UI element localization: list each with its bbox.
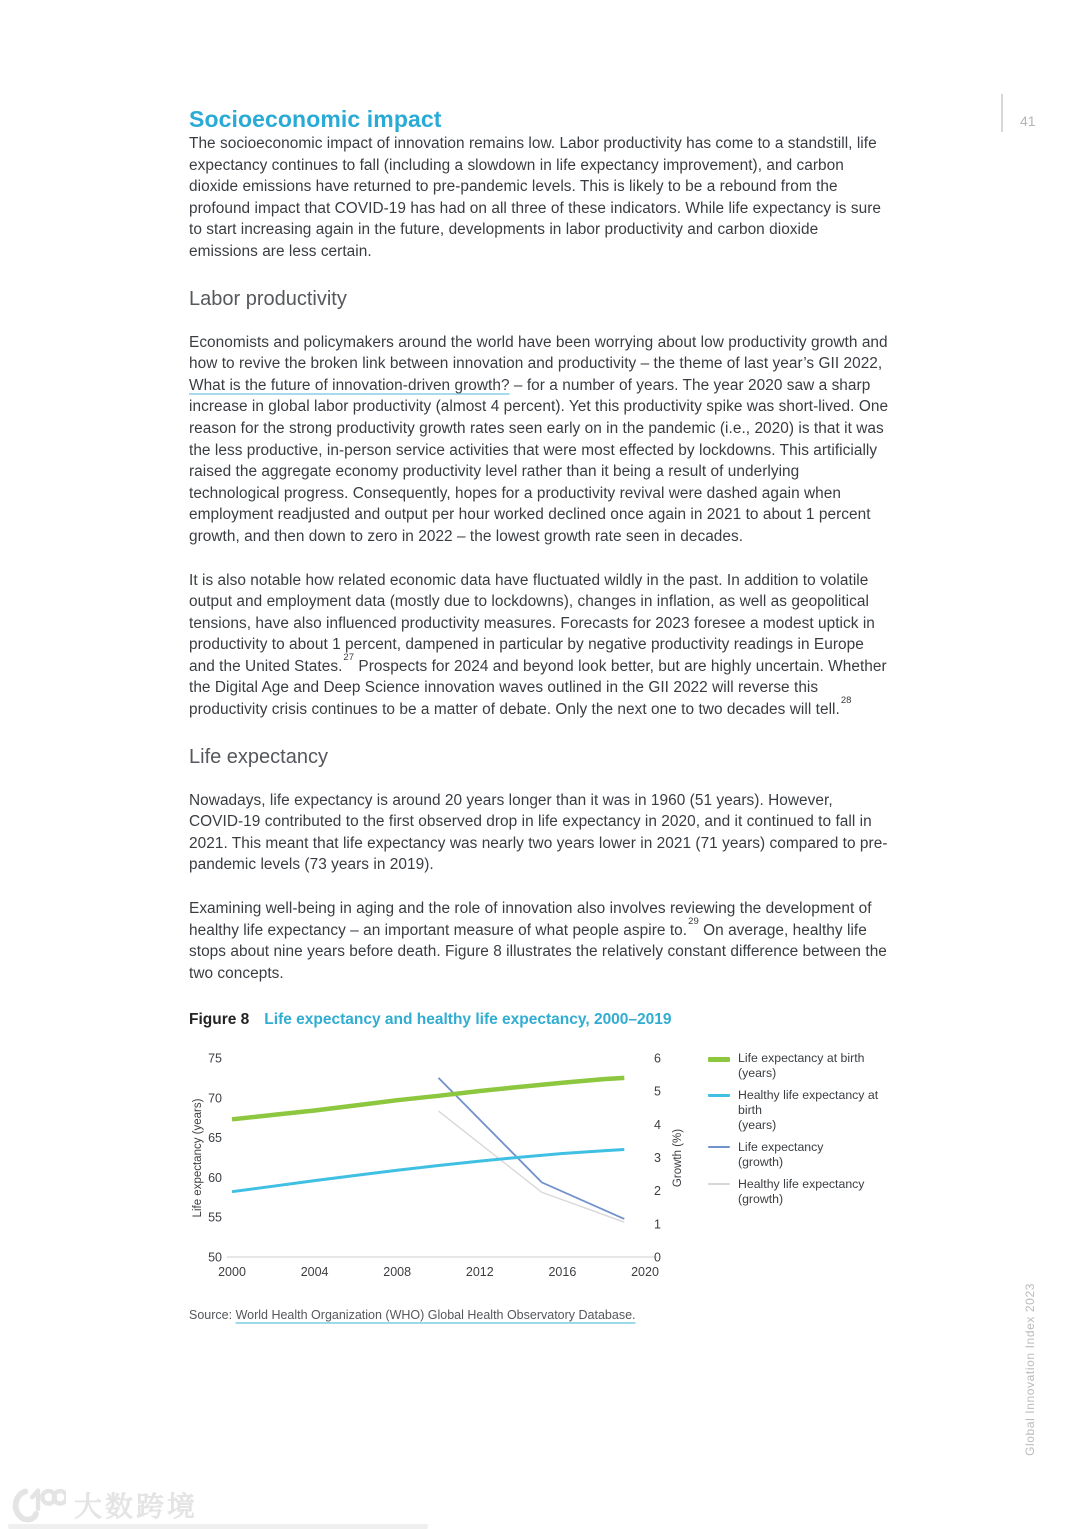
series-line-healthy-life-expectancy-growth <box>439 1112 625 1223</box>
legend-swatch-healthy-life-expectancy-years <box>708 1094 730 1097</box>
legend-label-healthy-life-expectancy-years: Healthy life expectancy at birth (years) <box>738 1088 879 1133</box>
legend-swatch-healthy-life-expectancy-growth <box>708 1183 730 1185</box>
paragraph-labor-1: Economists and policymakers around the world have been worrying about low productivity growth and how to revive the broken link between innovation and productivity – the theme of last year’s GII 2022, What is the future of innovation-driven growth? – for a number of years. The year 2020 saw a sharp increase in global labor productivity (almost 4 percent). Yet this productivity spike was short-lived. One reason for the strong productivity growth rates seen early on in the pandemic (i.e., 2020) is that it was the less productive, in-person service activities that were most effected by lockdowns. This artificially raised the aggregate economy productivity level rather than it being a result of underlying technological progress. Consequently, hopes for a productivity revival were dashed again when employment readjusted and output per hour worked declined once again in 2021 to about 1 percent growth, and then down to zero in 2022 – the lowest growth rate seen in decades. <box>189 333 889 545</box>
legend-item-life-expectancy-years <box>708 1051 890 1081</box>
legend-label-healthy-life-expectancy-growth: Healthy life expectancy (growth) <box>738 1177 865 1207</box>
page-title: Socioeconomic impact <box>189 106 442 132</box>
section-title-labor-productivity: Labor productivity <box>189 287 347 310</box>
paragraph-labor-2: It is also notable how related economic data have fluctuated wildly in the past. In addition to volatile output and employment data (mostly due to lockdowns), changes in inflation, as well as geopolitical tensions, have also influenced productivity measures. Forecasts for 2023 foresee a modest uptick in productivity to about 1 percent, dampened in particular by negative productivity readings in Europe and the United States.$^{27}$ Prospects for 2024 and beyond look better, but are highly uncertain. Whether the Digital Age and Deep Science innovation waves outlined in the GII 2022 will reverse this productivity crisis continues to be a matter of debate. Only the next one to two decades will tell.$^{28}$ <box>189 571 887 719</box>
svg-text:2000: 2000 <box>218 1265 246 1280</box>
side-edition-text: Global Innovation Index 2023 <box>1023 1283 1037 1456</box>
intro-paragraph: The socioeconomic impact of innovation remains low. Labor productivity has come to a standstill, life expectancy continues to fall (including a slowdown in life expectancy improvement), and carbon dioxide emissions have returned to pre-pandemic levels. This is likely to be a rebound from the profound impact that COVID-19 has had on all three of these indicators. While life expectancy is sure to start increasing again in the future, developments in labor productivity and carbon dioxide emissions are less certain. <box>189 135 881 260</box>
series-line-healthy-life-expectancy-years <box>232 1150 624 1192</box>
svg-text:2008: 2008 <box>383 1265 412 1280</box>
paragraph-life-1: Nowadays, life expectancy is around 20 years longer than it was in 1960 (51 years). However, COVID-19 contributed to the first observed drop in life expectancy in 2020, and it continued to fall in 2021. This meant that life expectancy was nearly two years lower in 2021 (71 years) compared to pre-pandemic levels (73 years in 2019). <box>189 791 888 874</box>
chart-area <box>189 1045 890 1290</box>
figure-label: Figure 8 <box>189 1011 250 1029</box>
legend-item-life-expectancy-growth <box>708 1140 890 1170</box>
chart-legend <box>708 1045 890 1214</box>
line-chart <box>189 1045 694 1290</box>
svg-text:2: 2 <box>654 1184 661 1199</box>
footnote-ref: 27 <box>343 651 355 663</box>
source-line <box>189 1307 890 1323</box>
page-number: 41 <box>1020 113 1036 129</box>
svg-text:0: 0 <box>654 1250 661 1265</box>
svg-text:2004: 2004 <box>300 1265 329 1280</box>
source-link[interactable]: World Health Organization (WHO) Global Health Observatory Database. <box>235 1308 636 1323</box>
page-number-divider <box>1001 94 1003 132</box>
watermark <box>10 1485 198 1525</box>
figure-8 <box>189 1010 890 1323</box>
footnote-ref: 29 <box>688 915 699 927</box>
section-title-life-expectancy: Life expectancy <box>189 745 328 768</box>
legend-label-life-expectancy-growth: Life expectancy (growth) <box>738 1140 824 1170</box>
figure-title: Life expectancy and healthy life expectancy, 2000–2019 <box>264 1011 672 1029</box>
series-line-life-expectancy-years <box>232 1078 624 1119</box>
svg-text:70: 70 <box>208 1091 222 1106</box>
legend-item-healthy-life-expectancy-years <box>708 1088 890 1133</box>
legend-label-life-expectancy-years: Life expectancy at birth (years) <box>738 1051 865 1081</box>
right-axis-title: Growth (%) <box>672 1129 684 1188</box>
svg-text:2016: 2016 <box>548 1265 577 1280</box>
watermark-text: 大数跨境 <box>74 1491 199 1522</box>
watermark-logo-icon <box>10 1485 66 1525</box>
watermark-strip <box>8 1524 428 1529</box>
page-content <box>189 0 890 1323</box>
inline-link[interactable]: What is the future of innovation-driven growth? <box>189 376 510 394</box>
svg-text:6: 6 <box>654 1051 661 1066</box>
svg-text:55: 55 <box>208 1211 222 1226</box>
svg-text:2012: 2012 <box>465 1265 494 1280</box>
svg-text:60: 60 <box>208 1171 222 1186</box>
svg-text:3: 3 <box>654 1151 661 1166</box>
svg-text:75: 75 <box>208 1051 222 1066</box>
figure-caption <box>189 1010 890 1029</box>
svg-text:5: 5 <box>654 1085 661 1100</box>
left-axis-title: Life expectancy (years) <box>192 1098 204 1218</box>
legend-swatch-life-expectancy-growth <box>708 1146 730 1148</box>
paragraph-life-2: Examining well-being in aging and the role of innovation also involves reviewing the development of healthy life expectancy – an important measure of what people aspire to.$^{29}$ On average, healthy life stops about nine years before death. Figure 8 illustrates the relatively constant difference between the two concepts. <box>189 900 887 982</box>
svg-text:4: 4 <box>654 1118 661 1133</box>
svg-text:50: 50 <box>208 1250 222 1265</box>
svg-text:2020: 2020 <box>631 1265 659 1280</box>
svg-text:65: 65 <box>208 1131 222 1146</box>
svg-text:1: 1 <box>654 1217 661 1232</box>
chart-series <box>232 1078 624 1222</box>
legend-swatch-life-expectancy-years <box>708 1057 730 1062</box>
legend-item-healthy-life-expectancy-growth <box>708 1177 890 1207</box>
series-line-life-expectancy-growth <box>439 1078 625 1219</box>
footnote-ref: 28 <box>840 694 852 706</box>
source-prefix: Source: <box>189 1308 236 1323</box>
